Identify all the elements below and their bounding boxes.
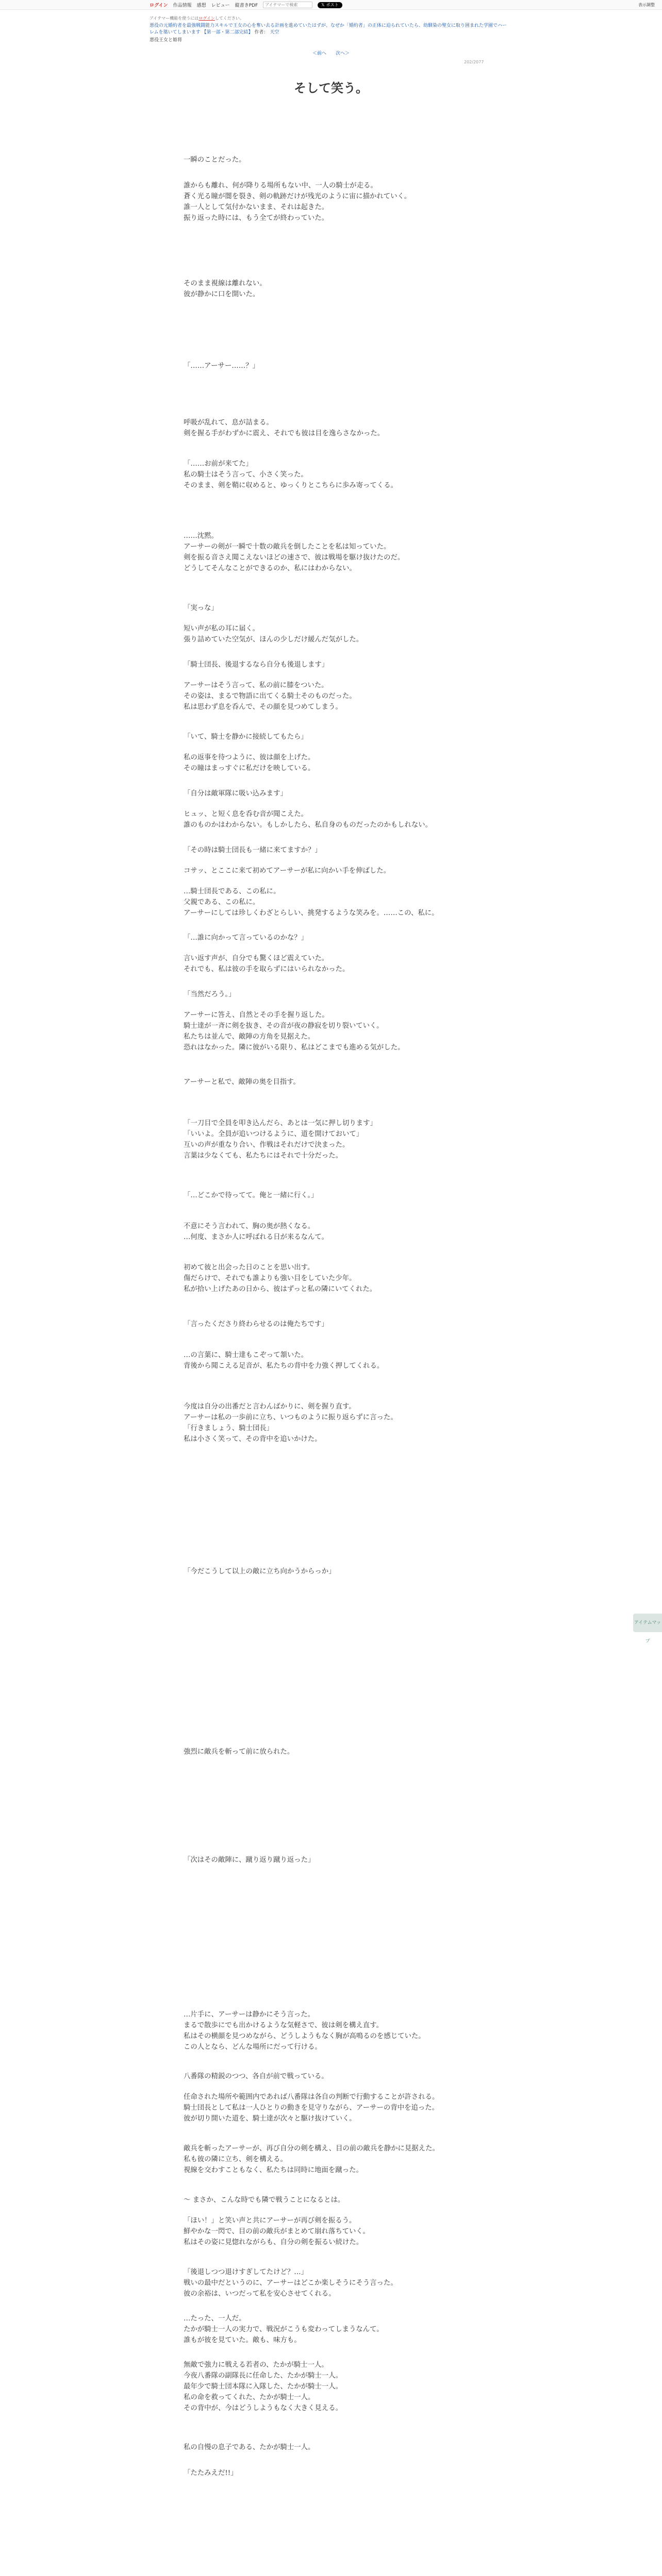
story-paragraph: 「実っな」	[184, 604, 218, 612]
nav-reviews[interactable]: レビュー	[211, 3, 230, 8]
story-paragraph: 「たたみえだ!!」	[184, 2469, 238, 2477]
notice-suffix: してください。	[214, 16, 244, 21]
story-paragraph: 「当然だろう。」	[184, 991, 236, 998]
story-paragraph: 今度は自分の出番だと言わんばかりに、剣を握り直す。 アーサーは私の一歩前に立ち、いつものように振り返らずに言った。 「行きましょう、騎士団長」 私は小さく笑って、その背中を追いかけた。	[184, 1403, 398, 1443]
story-paragraph: 「一刀目で全員を叩き込んだら、あとは一気に押し切ります」 「いいよ。全員が追いつけるように、道を開けておいて」 互いの声が重なり合い、作戦はそれだけで決まった。 言葉は少なくても、私たちにはそれで十分だった。	[184, 1120, 377, 1160]
login-link[interactable]: ログイン	[150, 3, 168, 8]
story-paragraph: 一瞬のことだった。	[184, 156, 246, 164]
story-paragraph: …片手に、アーサーは静かにそう言った。 まるで散歩にでも出かけるような気軽さで、彼は剣を構え直す。 私はその横顔を見つめながら、どうしようもなく胸が高鳴るのを感じていた。 この人となら、どんな場所にだって行ける。	[184, 2011, 425, 2051]
story-paragraph: アーサーに答え、自然とその手を握り返した。 騎士達が一斉に剣を抜き、その音が夜の静寂を切り裂いていく。 私たちは並んで、敵陣の方角を見据えた。 恐れはなかった。隣に彼がいる限り、私はどこまでも進める気がした。	[184, 1011, 405, 1052]
story-paragraph: 「…どこかで待ってて。俺と一緒に行く。」	[184, 1192, 318, 1199]
story-paragraph: 短い声が私の耳に届く。 張り詰めていた空気が、ほんの少しだけ緩んだ気がした。	[184, 625, 363, 643]
story-paragraph: 不意にそう言われて、胸の奥が熱くなる。 …何度、まさか人に呼ばれる日が来るなんて。	[184, 1223, 328, 1241]
story-paragraph: …たった、一人だ。 たかが騎士一人の実力で、戦況がこうも変わってしまうなんて。 誰もが彼を見ていた。敵も、味方も。	[184, 2315, 384, 2344]
story-paragraph: 敵兵を斬ったアーサーが、再び自分の剣を構え、目の前の敵兵を静かに見据えた。 私も彼の隣に立ち、剣を構える。 視線を交わすこともなく、私たちは同時に地面を蹴った。	[184, 2145, 439, 2174]
pager-top[interactable]: ＜前へ 次へ＞	[312, 51, 350, 56]
story-paragraph: …騎士団長である、この私に。 父親である、この私に。 アーサーにしては珍しくわざとらしい、挑発するような笑みを。……この、私に。	[184, 888, 439, 917]
story-paragraph: そのまま視線は離れない。 彼が静かに口を開いた。	[184, 280, 267, 298]
x-logo-icon: 𝕏	[321, 3, 325, 7]
story-paragraph: 八番隊の精鋭のつつ、各自が前で戦っている。	[184, 2073, 328, 2080]
author-name-link[interactable]: 天空	[270, 30, 279, 35]
author-label: 作者：	[254, 30, 269, 35]
top-bar	[0, 0, 662, 10]
story-paragraph: 無敵で強力に戦える若者の、たかが騎士一人。 今夜八番隊の副隊長に任命した、たかが騎士一人。 最年少で騎士団本隊に入隊した、たかが騎士一人。 私の命を救ってくれた、たかが騎士一人。 その背中が、今はどうしようもなく大きく見える。	[184, 2361, 342, 2412]
story-paragraph: 「その時は騎士団長も一緒に来てますか？」	[184, 846, 322, 854]
story-paragraph: 誰からも離れ、何が降りる場所もない中、一人の騎士が走る。 蒼く光る瞳が闇を裂き、剣の軌跡だけが残光のように宙に描かれていく。 誰一人として気付かないまま、それは起きた。 振り返った時には、もう全てが終わっていた。	[184, 182, 411, 222]
story-paragraph: ……沈黙。 アーサーの剣が一瞬で十数の敵兵を倒したことを私は知っていた。 剣を振る音さえ聞こえないほどの速さで、彼は戦場を駆け抜けたのだ。 どうしてそんなことができるのか、私にはわからない。	[184, 532, 405, 572]
series-title-link[interactable]: 悪役の元婚約者を最強戦闘能力スキルで王女の心を奪い去る計画を進めていたはずが、なぜか「婚約者」の正体に迫られていたら、幼馴染の聖女に取り囲まれた学園でハーレムを築いてしまいます	[150, 23, 507, 35]
story-paragraph: アーサーと私で、敵陣の奥を目指す。	[184, 1078, 300, 1086]
login-notice	[150, 15, 244, 21]
chapter-heading: 悪役王女と姫将	[150, 38, 183, 43]
story-paragraph: 「言ったくださり終わらせるのは俺たちです」	[184, 1320, 328, 1328]
story-paragraph: 言い返す声が、自分でも驚くほど震えていた。 それでも、私は彼の手を取らずにはいられなかった。	[184, 955, 350, 973]
story-paragraph: 「後退しつつ退けすぎしてたけど？…」 戦いの最中だというのに、アーサーはどこか楽しそうにそう言った。 彼の余裕は、いつだって私を安心させてくれる。	[184, 2268, 398, 2298]
page-number: 202/2077	[464, 60, 484, 64]
story-paragraph: 「いて、騎士を静かに接続してもたら」	[184, 733, 308, 741]
series-title-block	[150, 23, 510, 36]
x-post-button[interactable]	[318, 2, 342, 8]
story-paragraph: ヒュッ、と短く息を呑む音が聞こえた。 誰のものかはわからない。もしかしたら、私自身のものだったのかもしれない。	[184, 810, 433, 829]
display-settings-link[interactable]: 表示調整	[638, 3, 655, 7]
item-map-button[interactable]: アイテムマップ	[633, 1614, 662, 1632]
itemer-search-input[interactable]	[263, 2, 312, 8]
x-post-label: ポスト	[326, 3, 339, 7]
story-paragraph: コサッ、とここに来て初めてアーサーが私に向かい手を伸ばした。	[184, 867, 391, 875]
story-paragraph: 私の返事を待つように、彼は顔を上げた。 その瞳はまっすぐに私だけを映している。	[184, 754, 315, 772]
series-sub-link[interactable]: 【第一部・第二部完結】	[202, 30, 253, 35]
story-paragraph: 呼吸が乱れて、息が詰まる。 剣を握る手がわずかに震え、それでも彼は目を逸らさなかった。	[184, 419, 385, 437]
story-paragraph: 私の自慢の息子である、たかが騎士一人。	[184, 2444, 315, 2451]
nav-work-info[interactable]: 作品情報	[173, 3, 192, 8]
notice-login-link[interactable]: ログイン	[198, 16, 215, 21]
story-paragraph: 「……お前が来てた」 私の騎士はそう言って、小さく笑った。 そのまま、剣を鞘に収めると、ゆっくりとこちらに歩み寄ってくる。	[184, 460, 398, 489]
story-paragraph: ～ まさか、こんな時でも隣で戦うことになるとは。	[184, 2196, 345, 2204]
story-paragraph: 「自分は敵軍隊に吸い込みます」	[184, 790, 287, 798]
story-paragraph: 「騎士団長、後退するなら自分も後退します」	[184, 661, 329, 669]
story-paragraph: 強烈に敵兵を斬って前に放られた。	[184, 1748, 294, 1756]
story-paragraph: 初めて彼と出会った日のことを思い出す。 傷だらけで、それでも誰よりも強い目をしていた少年。 私が拾い上げたあの日から、彼はずっと私の隣にいてくれた。	[184, 1264, 377, 1293]
story-paragraph: 「ほい！」と笑い声と共にアーサーが再び剣を振るう。 鮮やかな一閃で、目の前の敵兵がまとめて崩れ落ちていく。 私はその姿に見惚れながらも、自分の剣を振るい続けた。	[184, 2217, 370, 2246]
story-paragraph: 「…誰に向かって言っているのかな？」	[184, 934, 308, 942]
story-paragraph: 「……アーサー……？」	[184, 362, 259, 370]
story-paragraph: …の言葉に、騎士達もこぞって頷いた。 背後から聞こえる足音が、私たちの背中を力強く押してくれる。	[184, 1351, 384, 1370]
story-paragraph: アーサーはそう言って、私の前に膝をついた。 その姿は、まるで物語に出てくる騎士そのものだった。 私は思わず息を呑んで、その顔を見つめてしまう。	[184, 682, 356, 711]
story-paragraph: 「次はその敵陣に、蹴り返り蹴り返った」	[184, 1856, 315, 1864]
notice-prefix: アイテマー機能を使うには	[150, 16, 199, 21]
nav-pdf[interactable]: 縦書きPDF	[235, 3, 258, 8]
nav-comments[interactable]: 感想	[196, 3, 206, 8]
episode-title: そして笑う。	[294, 80, 368, 96]
story-paragraph: 「今だこうして以上の敵に立ち向かうからっか」	[184, 1568, 336, 1575]
story-paragraph: 任命された場所や範囲内であれば八番隊は各自の判断で行動することが許される。 騎士団長として私は一人ひとりの動きを見守りながら、アーサーの背中を追った。 彼が切り開いた道を、騎士達が次々と駆け抜けていく。	[184, 2093, 439, 2123]
top-nav	[150, 2, 342, 8]
